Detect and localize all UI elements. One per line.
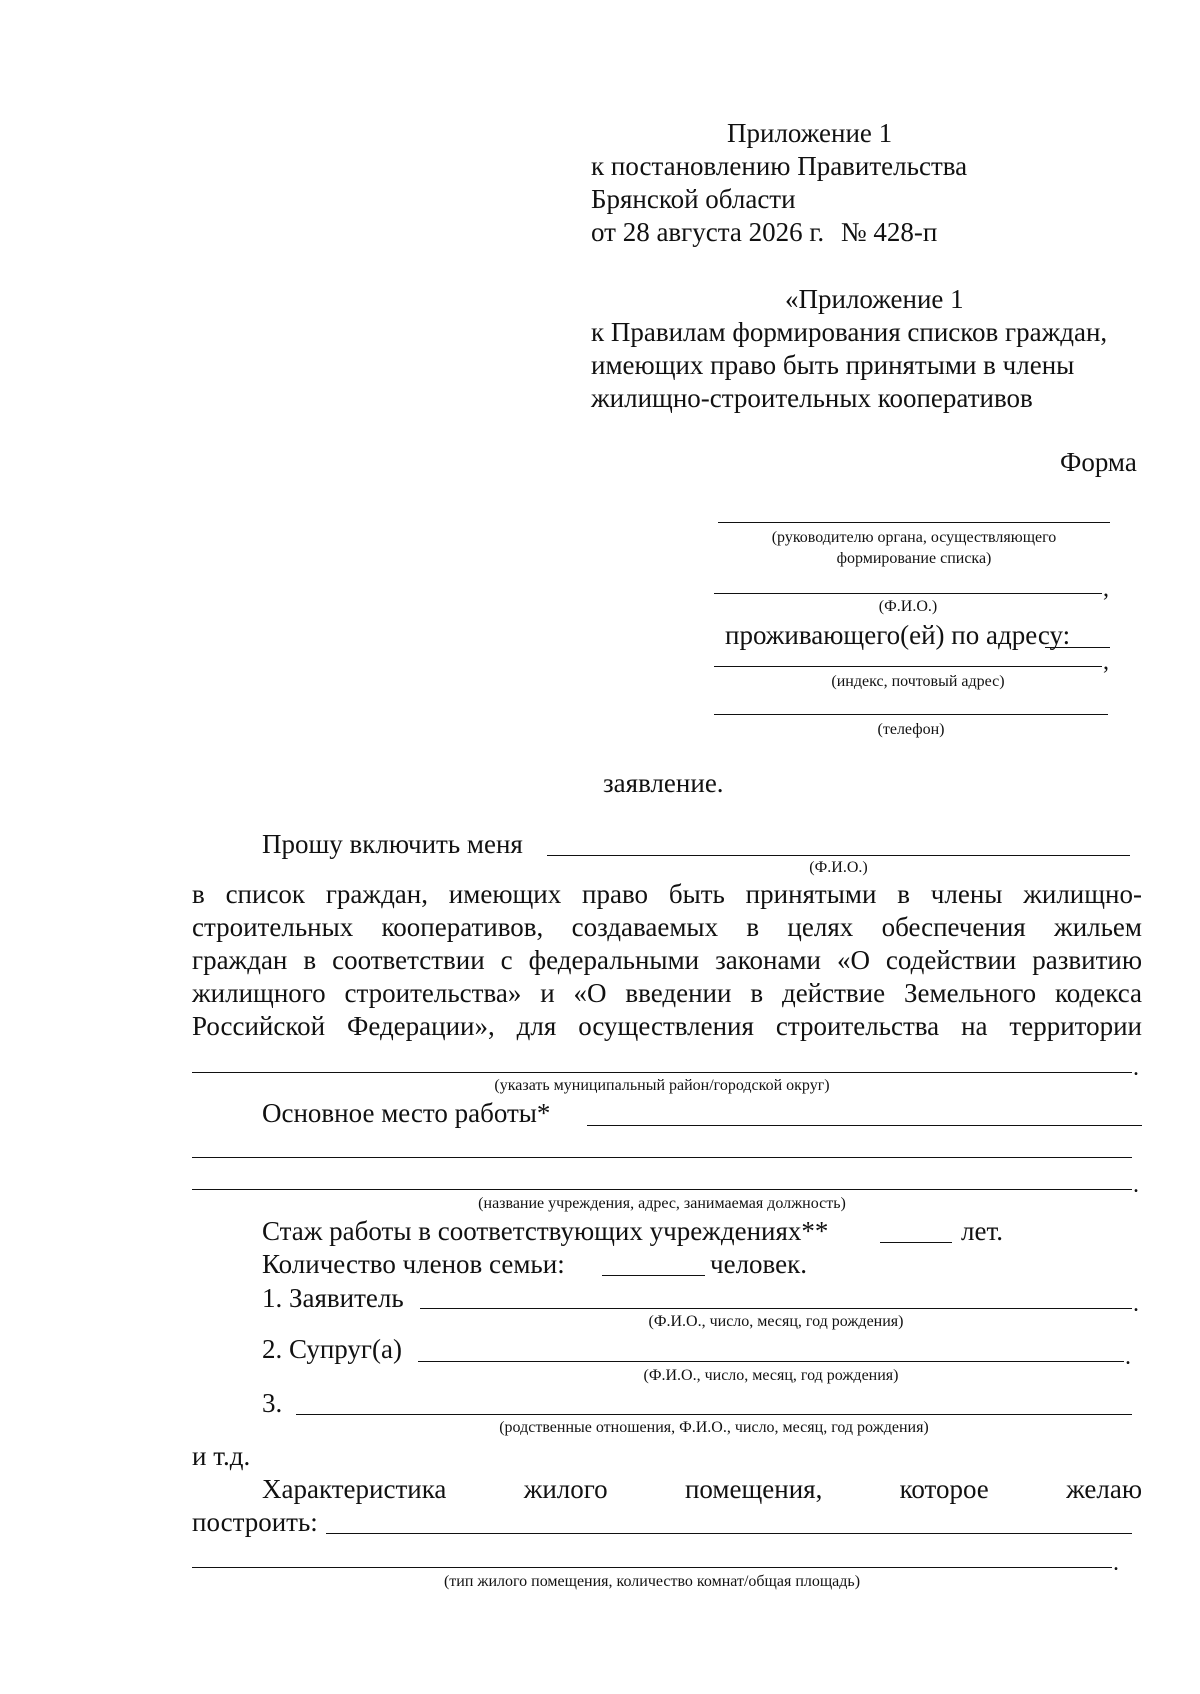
member-1-label: 1. Заявитель: [262, 1283, 404, 1313]
request-fio-caption: (Ф.И.О.): [809, 859, 868, 876]
member-2-period: .: [1125, 1344, 1131, 1370]
housing-line-1-fill: [326, 1533, 1132, 1534]
workplace-label: Основное место работы*: [262, 1098, 551, 1128]
paragraph-line: Российской Федерации», для осуществления строительства на территории: [192, 1011, 1142, 1041]
paragraph-line: строительных кооперативов, создаваемых в целях обеспечения жильем: [192, 912, 1142, 942]
paragraph-line: жилищного строительства» и «О введении в действие Земельного кодекса: [192, 978, 1142, 1008]
workplace-period: .: [1133, 1172, 1139, 1198]
residing-label: проживающего(ей) по адресу:: [725, 620, 1071, 650]
experience-line: [880, 1242, 952, 1243]
annex-number: № 428-п: [840, 217, 938, 247]
member-3-line: [296, 1414, 1132, 1415]
experience-unit: лет.: [961, 1216, 1003, 1246]
housing-line-2-fill: [192, 1567, 1112, 1568]
workplace-line-3: [192, 1189, 1132, 1190]
territory-caption: (указать муниципальный район/городской округ): [494, 1077, 830, 1094]
fio-comma: ,: [1103, 576, 1109, 602]
head-name-line: [718, 522, 1110, 523]
member-1-line: [420, 1308, 1132, 1309]
member-1-period: .: [1133, 1291, 1139, 1317]
etc-label: и т.д.: [192, 1441, 251, 1471]
member-2-caption: (Ф.И.О., число, месяц, год рождения): [643, 1367, 899, 1384]
residing-line-end: [1045, 647, 1110, 648]
housing-word: помещения,: [684, 1474, 823, 1504]
territory-line: [192, 1072, 1132, 1073]
address-line: [714, 666, 1102, 667]
fio-line: [714, 593, 1102, 594]
paragraph-line: в список граждан, имеющих право быть принятыми в члены жилищно-: [192, 879, 1142, 909]
housing-word: жилого: [523, 1474, 608, 1504]
family-unit: человек.: [710, 1249, 807, 1279]
housing-word: которое: [899, 1474, 989, 1504]
housing-line-2: построить:: [192, 1507, 318, 1537]
head-caption-2: формирование списка): [836, 550, 992, 567]
address-comma: ,: [1103, 649, 1109, 675]
document-title: заявление.: [603, 768, 724, 798]
fio-caption: (Ф.И.О.): [878, 598, 938, 615]
annex-date: от 28 августа 2026 г.: [591, 217, 825, 247]
member-3-label: 3.: [262, 1388, 283, 1418]
sub-annex-title: «Приложение 1: [785, 284, 964, 314]
paragraph-line: граждан в соответствии с федеральными законами «О содействии развитию: [192, 945, 1142, 975]
housing-caption: (тип жилого помещения, количество комнат/общая площадь): [443, 1573, 861, 1590]
family-count-line: [602, 1275, 705, 1276]
housing-word: Характеристика: [262, 1474, 447, 1504]
workplace-line-1: [587, 1125, 1142, 1126]
family-label: Количество членов семьи:: [262, 1249, 565, 1279]
phone-line: [714, 714, 1108, 715]
housing-line-1: [262, 1473, 1142, 1505]
request-fio-line: [547, 855, 1130, 856]
member-2-line: [418, 1361, 1124, 1362]
head-caption-1: (руководителю органа, осуществляющего: [771, 529, 1057, 546]
experience-label: Стаж работы в соответствующих учреждениях**: [262, 1216, 829, 1246]
request-label: Прошу включить меня: [262, 829, 523, 859]
member-2-label: 2. Супруг(а): [262, 1334, 402, 1364]
member-1-caption: (Ф.И.О., число, месяц, год рождения): [648, 1313, 904, 1330]
workplace-line-2: [192, 1157, 1132, 1158]
annex-title: Приложение 1: [727, 118, 893, 148]
annex-date-line: [591, 216, 937, 248]
housing-period: .: [1113, 1550, 1119, 1576]
territory-period: .: [1133, 1055, 1139, 1081]
address-caption: (индекс, почтовый адрес): [831, 673, 1005, 690]
phone-caption: (телефон): [877, 721, 945, 738]
annex-resolution-line: к постановлению Правительства: [591, 151, 968, 181]
sub-annex-line-4: жилищно-строительных кооперативов: [591, 383, 1033, 413]
sub-annex-line-2: к Правилам формирования списков граждан,: [591, 317, 1108, 347]
sub-annex-line-3: имеющих право быть принятыми в члены: [591, 350, 1075, 380]
annex-region-line: Брянской области: [591, 184, 796, 214]
workplace-caption: (название учреждения, адрес, занимаемая должность): [478, 1195, 846, 1212]
member-3-caption: (родственные отношения, Ф.И.О., число, месяц, год рождения): [499, 1419, 929, 1436]
housing-word: желаю: [1066, 1474, 1142, 1504]
form-label: Форма: [1060, 447, 1137, 477]
